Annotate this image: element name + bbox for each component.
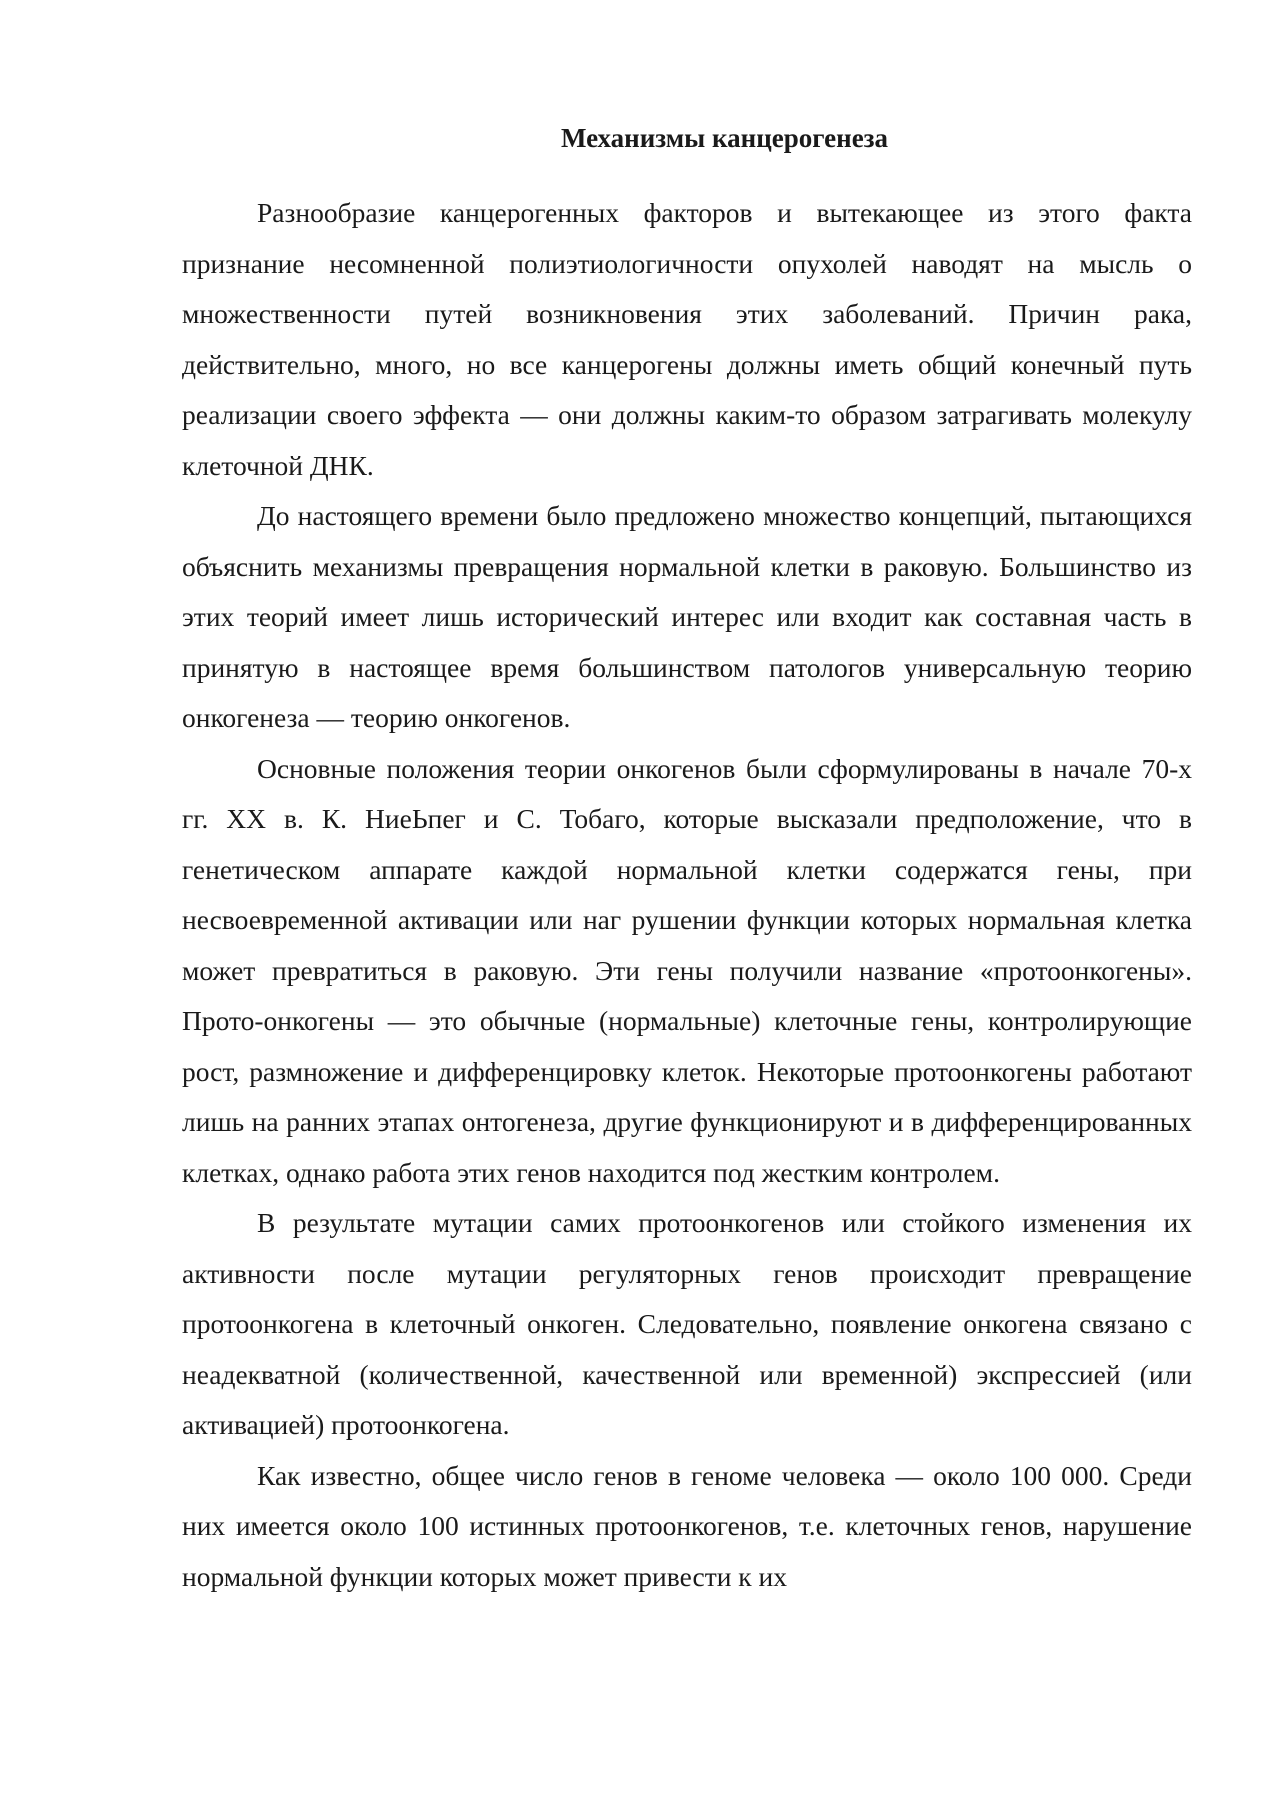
paragraph: Основные положения теории онкогенов были сформулированы в начале 70-х гг. XX в. К. НиеЬпег и С. Тобаго, которые высказали предположение, что в генетическом аппарате каждой нормальной клетки содержатся гены, при несвоевременной активации или наг рушении функции которых нормальная клетка может превратиться в раковую. Эти гены получили название «протоонкогены». Прото-онкогены — это обычные (нормальные) клеточные гены, контролирующие рост, размножение и дифференцировку клеток. Некоторые протоонкогены работают лишь на ранних этапах онтогенеза, другие функционируют и в дифференцированных клетках, однако работа этих генов находится под жестким контролем. bbox=[182, 752, 1192, 1188]
document-body bbox=[182, 118, 1192, 1602]
paragraph: Как известно, общее число генов в геноме человека — около 100 000. Среди них имеется около 100 истинных протоонкогенов, т.е. клеточных генов, нарушение нормальной функции которых может привести к их bbox=[182, 1459, 1192, 1592]
paragraph: До настоящего времени было предложено множество концепций, пытающихся объяснить механизмы превращения нормальной клетки в раковую. Большинство из этих теорий имеет лишь исторический интерес или входит как составная часть в принятую в настоящее время большинством патологов универсальную теорию онкогенеза — теорию онкогенов. bbox=[182, 500, 1192, 733]
document-title: Механизмы канцерогенеза bbox=[560, 123, 889, 153]
paragraph: В результате мутации самих протоонкогенов или стойкого изменения их активности после мутации регуляторных генов происходит превращение протоонкогена в клеточный онкоген. Следовательно, появление онкогена связано с неадекватной (количественной, качественной или временной) экспрессией (или активацией) протоонкогена. bbox=[182, 1207, 1192, 1440]
paragraph: Разнообразие канцерогенных факторов и вытекающее из этого факта признание несомненной полиэтиологичности опухолей наводят на мысль о множественности путей возникновения этих заболеваний. Причин рака, действительно, много, но все канцерогены должны иметь общий конечный путь реализации своего эффекта — они должны каким-то образом затрагивать молекулу клеточной ДНК. bbox=[182, 197, 1192, 481]
